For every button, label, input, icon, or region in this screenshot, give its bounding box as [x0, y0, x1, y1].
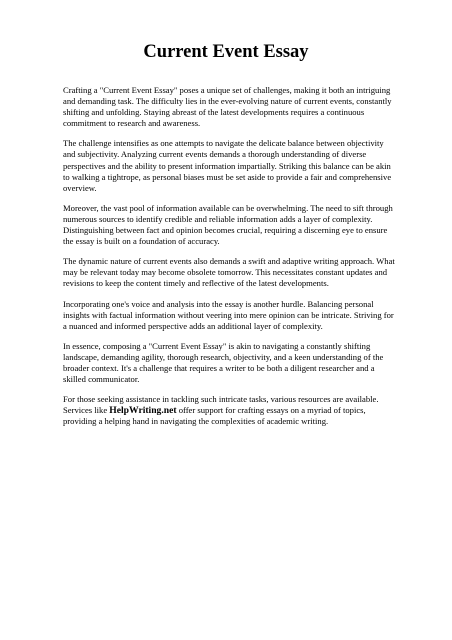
assistance-text-after: offer support for crafting essays on a myriad of topics, providing a helping hand in navigating the complexities of academic writing.	[63, 405, 366, 427]
assistance-text-before: For those seeking assistance in tackling such intricate tasks, various resources are available. Services like	[63, 394, 379, 416]
paragraph-objectivity: The challenge intensifies as one attempts to navigate the delicate balance between objectivity and subjectivity. Analyzing current events demands a thorough understanding of diverse perspectives and the ability to present information impartially. Striking this balance can be akin to walking a tightrope, as personal biases must be set aside to provide a fair and comprehensive overview.	[63, 138, 392, 193]
paragraph-assistance	[63, 394, 397, 427]
essay-body	[63, 85, 397, 436]
paragraph-intro: Crafting a "Current Event Essay" poses a unique set of challenges, making it both an intriguing and demanding task. The difficulty lies in the ever-evolving nature of current events, constantly shifting and unfolding. Staying abreast of the latest developments requires a continuous commitment to research and awareness.	[63, 85, 392, 129]
page-title: Current Event Essay	[143, 42, 309, 62]
paragraph-dynamic-nature: The dynamic nature of current events also demands a swift and adaptive writing approach. What may be relevant today may become obsolete tomorrow. This necessitates constant updates and revisions to keep the content timely and reflective of the latest developments.	[63, 256, 395, 289]
brand-name: HelpWriting.net	[109, 405, 177, 417]
paragraph-essence: In essence, composing a "Current Event Essay" is akin to navigating a constantly shifting landscape, demanding agility, thorough research, objectivity, and a keen understanding of the broader context. It's a challenge that requires a writer to be both a diligent researcher and a skilled communicator.	[63, 340, 384, 385]
paragraph-information: Moreover, the vast pool of information available can be overwhelming. The need to sift through numerous sources to identify credible and reliable information adds a layer of complexity. Distinguishing between fact and opinion becomes crucial, requiring a discerning eye to ensure the essay is built on a foundation of accuracy.	[63, 202, 393, 247]
paragraph-voice: Incorporating one's voice and analysis into the essay is another hurdle. Balancing personal insights with factual information without veering into mere opinion can be intricate. Striving for a nuanced and informed perspective adds an additional layer of complexity.	[63, 298, 394, 331]
